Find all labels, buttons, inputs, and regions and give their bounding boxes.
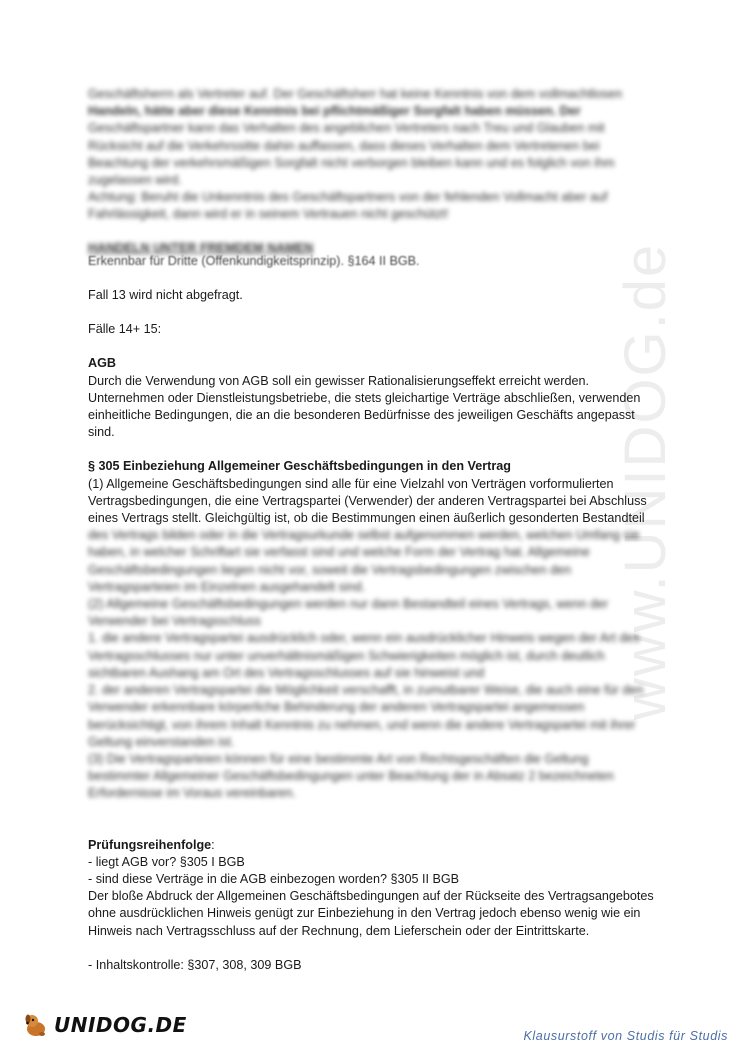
blurred-line: Geschäftsherrn als Vertreter auf. Der Geschäftsherr hat keine Kenntnis von dem vollmachtlosen	[88, 87, 623, 101]
p305-line: (1) Allgemeine Geschäftsbedingungen sind alle für eine Vielzahl von Verträgen vorformulierten	[88, 476, 614, 491]
pruefung-colon: :	[211, 837, 215, 852]
blurred-line: Erfordernisse im Voraus vereinbaren.	[88, 786, 296, 801]
partial-line: Erkennbar für Dritte (Offenkundigkeitsprinzip). §164 II BGB.	[88, 253, 420, 268]
blurred-line: Verwender erkennbare körperliche Behinderung der anderen Vertragspartei angemessen	[88, 700, 585, 715]
logo-text: UNIDOG.DE	[54, 1013, 187, 1037]
pruefung-last-line: - Inhaltskontrolle: §307, 308, 309 BGB	[88, 957, 302, 972]
blurred-line: des Vertrags bilden oder in die Vertragsurkunde selbst aufgenommen werden, welchen Umfang sie	[88, 528, 640, 543]
pruefung-line: - sind diese Verträge in die AGB einbezogen worden? §305 II BGB	[88, 871, 460, 886]
watermark: www.UNIDOG.de	[613, 242, 678, 720]
blurred-heading: HANDELN UNTER FREMDEM NAMEN	[88, 240, 314, 255]
footer-slogan: Klausurstoff von Studis für Studis	[523, 1029, 728, 1043]
blurred-line: (2) Allgemeine Geschäftsbedingungen werden nur dann Bestandteil eines Vertrags, wenn der	[88, 597, 609, 612]
dog-logo-icon	[22, 1010, 52, 1040]
blurred-line: Geschäftspartner kann das Verhalten des angeblichen Vertreters nach Treu und Glauben mit	[88, 121, 605, 136]
pruefung-line: ohne ausdrücklichen Hinweis genügt zur Einbeziehung in den Vertrag jedoch ebenso wenig wie ein	[88, 906, 641, 921]
blurred-line: berücksichtigt, von ihrem Inhalt Kenntnis zu nehmen, und wenn die andere Vertragspartei mit ihrer	[88, 717, 636, 732]
blurred-line: haben, in welcher Schriftart sie verfasst sind und welche Form der Vertrag hat. Allgemeine	[88, 545, 590, 560]
agb-line: einheitliche Bedingungen, die an die besonderen Bedürfnisse des jeweiligen Geschäfts angepasst	[88, 408, 635, 423]
blurred-line: Vertragsschlusses nur unter unverhältnismäßigen Schwierigkeiten möglich ist, durch deutlich	[88, 648, 605, 663]
p305-line: Vertragsbedingungen, die eine Vertragspartei (Verwender) der anderen Vertragspartei bei Abschluss	[88, 493, 647, 508]
agb-line: Unternehmen oder Dienstleistungsbetriebe, die stets gleichartige Verträge abschließen, verwenden	[88, 390, 641, 405]
unidog-logo[interactable]	[22, 1010, 187, 1040]
blurred-line: Achtung: Beruht die Unkenntnis des Geschäftspartners von der fehlenden Vollmacht aber auf	[88, 190, 608, 205]
blurred-line: bestimmter Allgemeiner Geschäftsbedingungen unter Beachtung der in Absatz 2 bezeichneten	[88, 769, 614, 784]
blurred-line: Geschäftsbedingungen liegen nicht vor, soweit die Vertragsbedingungen zwischen den	[88, 562, 572, 577]
document-body	[88, 86, 668, 974]
blurred-line: Fahrlässigkeit, dann wird er in seinem Vertrauen nicht geschützt!	[88, 207, 449, 222]
faelle-text: Fälle 14+ 15:	[88, 322, 162, 337]
blurred-line: Geltung einverstanden ist.	[88, 734, 235, 749]
pruefung-line: - liegt AGB vor? §305 I BGB	[88, 854, 245, 869]
p305-heading: § 305 Einbeziehung Allgemeiner Geschäftsbedingungen in den Vertrag	[88, 459, 511, 474]
pruefung-line: Der bloße Abdruck der Allgemeinen Geschäftsbedingungen auf der Rückseite des Vertragsangebotes	[88, 889, 654, 904]
agb-line: sind.	[88, 425, 115, 440]
pruefung-heading-line	[88, 837, 668, 854]
blurred-paragraph-305	[88, 527, 668, 802]
fall13-text: Fall 13 wird nicht abgefragt.	[88, 288, 243, 303]
blurred-line: Verwender bei Vertragsschluss	[88, 614, 261, 629]
blurred-paragraph-top	[88, 86, 668, 257]
pruefung-line: Hinweis nach Vertragsschluss auf der Rechnung, dem Lieferschein oder der Eintrittskarte.	[88, 923, 590, 938]
blurred-line: Beachtung der verkehrsmäßigen Sorgfalt nicht verborgen bleiben kann und es folglich von ihm	[88, 155, 615, 170]
blurred-line: Rücksicht auf die Verkehrssitte dahin auffassen, dass dieses Verhalten dem Vertretenen bei	[88, 138, 600, 153]
blurred-line: sichtbaren Aushang am Ort des Vertragsschlusses auf sie hinweist und	[88, 665, 485, 680]
blurred-line: Handeln, hätte aber diese Kenntnis bei pflichtmäßiger Sorgfalt haben müssen. Der	[88, 104, 581, 119]
blurred-line: (3) Die Vertragsparteien können für eine bestimmte Art von Rechtsgeschäften die Geltung	[88, 751, 589, 766]
pruefung-heading: Prüfungsreihenfolge	[88, 837, 212, 852]
p305-line: eines Vertrags stellt. Gleichgültig ist, ob die Bestimmungen einen äußerlich gesonderten Bestandteil	[88, 511, 645, 526]
blurred-line: zugelassen wird.	[88, 173, 182, 188]
agb-line: Durch die Verwendung von AGB soll ein gewisser Rationalisierungseffekt erreicht werden.	[88, 373, 589, 388]
blurred-line: Vertragsparteien im Einzelnen ausgehandelt sind.	[88, 579, 366, 594]
blurred-line: 2. der anderen Vertragspartei die Möglichkeit verschafft, in zumutbarer Weise, die auch eine für den	[88, 683, 644, 698]
blurred-line: 1. die andere Vertragspartei ausdrücklich oder, wenn ein ausdrücklicher Hinweis wegen der Art des	[88, 631, 640, 646]
agb-heading: AGB	[88, 356, 116, 371]
